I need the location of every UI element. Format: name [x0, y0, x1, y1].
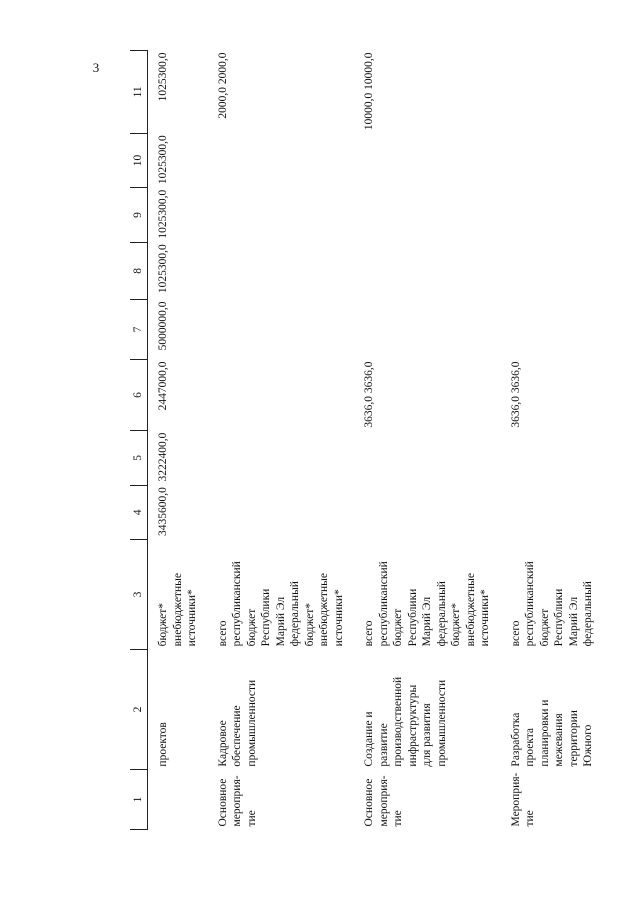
amount-cell — [362, 188, 509, 242]
amount-cell: 1025300,0 — [157, 244, 169, 294]
amount-cell — [216, 299, 363, 359]
page-number: 3 — [92, 60, 100, 75]
amount-cell: 3222400,0 — [157, 432, 169, 482]
col-header-1: 1 — [130, 770, 148, 830]
funding-source-cell: всего республиканский бюджет Республики Марий Эл федеральный бюджет* внебюджетные источники* — [216, 561, 345, 647]
col-header-10: 10 — [130, 133, 148, 187]
col-header-3: 3 — [130, 540, 148, 650]
amount-cell: 1025300,0 — [157, 52, 169, 102]
col-header-6: 6 — [130, 359, 148, 430]
funding-source-cell: всего республиканский бюджет Республики Марий Эл федеральный — [509, 561, 594, 647]
amount-cell: 3636,0 3636,0 — [363, 361, 375, 428]
event-type-cell: Основное мероприя- тие — [216, 775, 258, 827]
amount-cell — [509, 133, 612, 187]
col-header-2: 2 — [130, 649, 148, 769]
col-header-4: 4 — [130, 485, 148, 539]
funding-source-cell: бюджет* внебюджетные источники* — [157, 573, 198, 647]
amount-cell — [216, 188, 363, 242]
amount-cell — [509, 299, 612, 359]
budget-table — [130, 50, 612, 830]
amount-cell: 2447000,0 — [157, 361, 169, 411]
event-type-cell: Мероприя- тие — [509, 772, 536, 827]
amount-cell: 1025300,0 — [157, 135, 169, 185]
col-header-7: 7 — [130, 299, 148, 359]
table-row — [362, 51, 509, 830]
amount-cell — [509, 242, 612, 299]
amount-cell: 10000,0 10000,0 — [363, 52, 375, 131]
event-type-cell: Основное мероприя- тие — [363, 775, 404, 827]
amount-cell — [362, 133, 509, 187]
event-name-cell: Кадровое обеспечение промышленности — [216, 679, 258, 767]
rotated-table-wrapper — [130, 50, 594, 830]
amount-cell — [216, 242, 363, 299]
amount-cell: 3435600,0 — [157, 487, 169, 536]
table-row — [509, 51, 612, 830]
table-row — [148, 51, 216, 830]
amount-cell — [509, 51, 612, 134]
amount-cell — [216, 431, 363, 485]
amount-cell — [216, 359, 363, 430]
amount-cell — [509, 431, 612, 485]
funding-source-cell: всего республиканский бюджет Республики Марий Эл федеральный бюджет* внебюджетные источники* — [363, 561, 491, 647]
amount-cell: 5000000,0 — [157, 301, 169, 351]
col-header-8: 8 — [130, 242, 148, 299]
event-name-cell: Создание и развитие производственной инфраструктуры для развития промышленности — [363, 676, 448, 767]
table-row — [216, 51, 363, 830]
col-header-5: 5 — [130, 431, 148, 485]
col-header-11: 11 — [130, 51, 148, 134]
amount-cell — [509, 188, 612, 242]
amount-cell: 3636,0 3636,0 — [509, 361, 522, 428]
event-type-cell — [148, 770, 216, 830]
amount-cell — [362, 242, 509, 299]
amount-cell — [216, 133, 363, 187]
amount-cell — [362, 431, 509, 485]
amount-cell — [216, 485, 363, 539]
amount-cell — [362, 299, 509, 359]
amount-cell: 2000,0 2000,0 — [216, 52, 229, 119]
amount-cell — [362, 485, 509, 539]
event-name-cell: проектов — [157, 722, 169, 767]
amount-cell — [509, 485, 612, 539]
event-name-cell: Разработка проекта планировки и межевания территории Южного — [509, 699, 594, 767]
header-row — [130, 51, 148, 830]
col-header-9: 9 — [130, 188, 148, 242]
amount-cell: 1025300,0 — [157, 189, 169, 239]
